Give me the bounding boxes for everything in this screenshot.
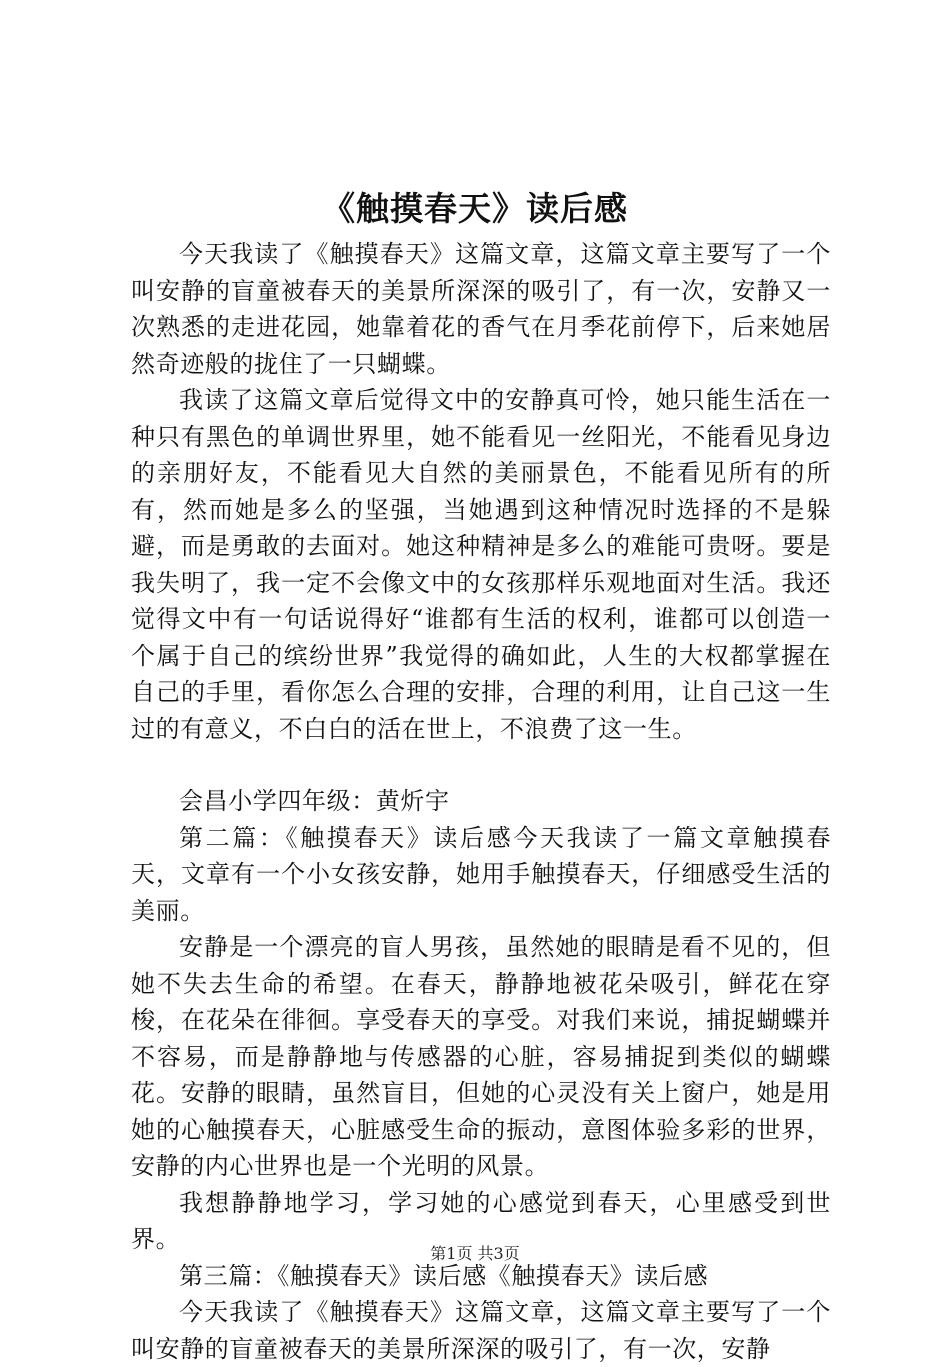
document-body [131,236,831,1367]
paragraph-gap [131,747,831,783]
section2-paragraph: 我想静静地学习，学习她的心感觉到春天，心里感受到世界。 [131,1188,831,1253]
paragraph: 我读了这篇文章后觉得文中的安静真可怜，她只能生活在一种只有黑色的单调世界里，她不能看见一丝阳光，不能看见身边的亲朋好友，不能看见大自然的美丽景色，不能看见所有的所有，然而她是多么的坚强，当她遇到这种情况时选择的不是躲避，而是勇敢的去面对。她这种精神是多么的难能可贵呀。要是我失明了，我一定不会像文中的女孩那样乐观地面对生活。我还觉得文中有一句话说得好“谁都有生活的权利，谁都可以创造一个属于自己的缤纷世界”我觉得的确如此，人生的大权都掌握在自己的手里，看你怎么合理的安排，合理的利用，让自己这一生过的有意义，不白白的活在世上，不浪费了这一生。 [131,386,831,743]
section3-heading: 第三篇：《触摸春天》读后感《触摸春天》读后感 [179,1261,709,1290]
document-title: 《触摸春天》读后感 [322,189,628,228]
paragraph: 今天我读了《触摸春天》这篇文章，这篇文章主要写了一个叫安静的盲童被春天的美景所深深的吸引了，有一次，安静又一次熟悉的走进花园，她靠着花的香气在月季花前停下，后来她居然奇迹般的拢住了一只蝴蝶。 [131,240,831,378]
section3-paragraph: 今天我读了《触摸春天》这篇文章，这篇文章主要写了一个叫安静的盲童被春天的美景所深深的吸引了，有一次，安静 [131,1298,831,1363]
section2-paragraph: 第二篇：《触摸春天》读后感今天我读了一篇文章触摸春天，文章有一个小女孩安静，她用手触摸春天，仔细感受生活的美丽。 [131,823,831,925]
page-number: 第1页 共3页 [430,1244,520,1263]
section2-paragraph: 安静是一个漂亮的盲人男孩，虽然她的眼睛是看不见的，但她不失去生命的希望。在春天，静静地被花朵吸引，鲜花在穿梭，在花朵在徘徊。享受春天的享受。对我们来说，捕捉蝴蝶并不容易，而是静静地与传感器的心脏，容易捕捉到类似的蝴蝶花。安静的眼睛，虽然盲目，但她的心灵没有关上窗户，她是用她的心触摸春天，心脏感受生命的振动，意图体验多彩的世界，安静的内心世界也是一个光明的风景。 [131,933,831,1180]
author-line: 会昌小学四年级：黄炘宇 [179,787,450,815]
